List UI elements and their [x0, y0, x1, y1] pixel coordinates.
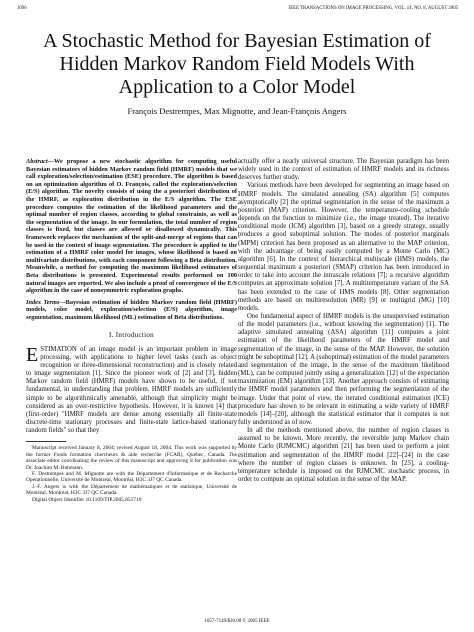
author-list: François Destrempes, Max Mignotte, and Jean-François Angers	[127, 106, 347, 116]
intro-body	[26, 343, 237, 436]
section-heading: I. Introduction	[109, 331, 154, 340]
right-column	[238, 158, 449, 484]
index-terms-lead: Index Terms	[26, 298, 60, 306]
abstract-lead: Abstract	[26, 158, 48, 165]
index-terms	[26, 299, 237, 322]
footnote: F. Destrempes and M. Mignotte are with the Département d'Informatique et de Recherche Opérationnelle, Université de Montréal, Montréal, H3C 3J7 QC Canada.	[26, 470, 237, 484]
footnote: Manuscript received January 8, 2004; revised August 18, 2004. This work was supported by the former Fonds formation chercheurs & aide recherche (FCAR), Quebec, Canada. The associate editor coordinating the review of this manuscript and approving it for publication was Dr. Joachim M. Buhmann.	[26, 445, 237, 471]
body-paragraph: In all the methods mentioned above, the number of region classes is assumed to be known. More recently, the reversible jump Markov chain Monte Carlo (RJMCMC) algorithm [21] has been used to perform a joint estimation and segmentation of the HMRF model [22]–[24] in the case where the number of region classes is unknown. In [25], a cooling-temperature schedule is imposed on the RJMCMC stochastic process, in order to compute an optimal solution in the sense of the MAP.	[238, 427, 449, 484]
drop-cap: E	[26, 343, 39, 366]
footnote-rule	[26, 441, 66, 442]
running-header-left: 1096	[17, 6, 27, 11]
footnote: J.-F. Angers is with the Département de mathématiques et de statistique, Université de Montréal, Montréal, H3C 3J7 QC Canada.	[26, 483, 237, 497]
left-column	[26, 158, 237, 503]
running-header-right: IEEE TRANSACTIONS ON IMAGE PROCESSING, VOL. 14, NO. 8, AUGUST 2005	[288, 6, 458, 11]
footnote: Digital Object Identifier 10.1109/TIP.2005.851710	[32, 496, 142, 503]
intro-paragraph-text: STIMATION of an image model is an important problem in image processing, with applications to higher level tasks (such as object recognition or three-dimensional reconstruction) and is closely related to image segmentation [1]. Since the pioneer work of [2] and [3], hidden Markov random field (HMRF) models have shown to be useful, if not fundamental, in understanding that problem. HMRF models are sufficiently simple to be algorithmically amenable, although that simplicity might be considered as an over-restrictive hypothesis. However, it is known [4] that (first-order) "HMRF models are dense among essentially all finite-state discrete-time stationary processes and finite-state lattice-based stationary random fields" so that they	[26, 345, 237, 435]
paper-title: A Stochastic Method for Bayesian Estimation of Hidden Markov Random Field Models With Application to a Color Model	[43, 30, 431, 98]
body-paragraph: Various methods have been developed for segmenting an image based on HMRF models. The simulated annealing (SA) algorithm [5] computes asymptotically [2] the optimal segmentation in the sense of the maximum a posteriori (MAP) criterion. However, the temperature-cooling schedule depends on the function to minimize (i.e., the image treated). The iterative conditional mode (ICM) algorithm [3], based on a greedy strategy, usually produces a good suboptimal solution. The modes of posterior marginals (MPM) criterion has been proposed as an alternative to the MAP criterion, with the advantage of being easily computed by a Monte Carlo (MC) algorithm [6]. In the context of hierarchical multiscale (HMS) models, the sequential maximum a posteriori (SMAP) criterion has been introduced in order to take into account the intrascale relations [7]; a recursive algorithm computes an approximate solution [7]. A multitemperature variant of the SA has been extended to the case of HMS models [8]. Other segmentation methods are based on multiresolution (MR) [9] or multigrid (MG) [10] models.	[238, 182, 449, 312]
copyright-footer: 1057-7149/$20.00 © 2005 IEEE	[204, 619, 270, 624]
abstract	[26, 158, 237, 295]
index-terms-text: —Bayesian estimation of hidden Markov random field (HMRF) models, color model, exploration/selection (E/S) algorithm, image segmentation, maximum likelihood (ML) estimation of Beta distributions.	[26, 298, 238, 321]
body-paragraph: One fundamental aspect of HMRF models is the unsupervised estimation of the model parameters (i.e., without knowing the segmentation) [1]. The adaptive simulated annealing (ASA) algorithm [11] computes a joint estimation of the likelihood parameters of the HMRF model and segmentation of the image, in the sense of the MAP. However, the solution might be suboptimal [12]. A (suboptimal) estimation of the model parameters and segmentation of the image, in the sense of the maximum likelihood (ML), can be computed jointly using a generalization [12] of the expectation maximization (EM) algorithm [13]. Another approach consists of estimating the HMRF model parameters and then performing the segmentation of the image. Under that point of view, the iterated conditional estimation (ICE) procedure has shown to be relevant in estimating a wide variety of HMRF models [14]–[20], although the statistical estimator that it computes is not fully understood as of now.	[238, 312, 449, 426]
body-paragraph: actually offer a nearly universal structure. The Bayesian paradigm has been widely used in the context of estimation of HMRF models and its richness deserves further study.	[238, 158, 449, 182]
intro-paragraph	[26, 343, 237, 436]
abstract-text: —We propose a new stochastic algorithm for computing useful Bayesian estimators of hidden Markov random field (HMRF) models that we call exploration/selection/estimation (ESE) procedure. The algorithm is based on an optimization algorithm of O. François, called the exploration/selection (E/S) algorithm. The novelty consists of using the a posteriori distribution of the HMRF, as exploration distribution in the E/S algorithm. The ESE procedure computes the estimation of the likelihood parameters and the optimal number of region classes, according to global constraints, as well as the segmentation of the image. In our formulation, the total number of region classes is fixed, but classes are allowed or disallowed dynamically. This framework replaces the mechanism of the split-and-merge of regions that can be used in the context of image segmentation. The procedure is applied to the estimation of a HMRF color model for images, whose likelihood is based on multivariate distributions, with each component following a Beta distribution. Meanwhile, a method for computing the maximum likelihood estimators of Beta distributions is presented. Experimental results performed on 100 natural images are reported. We also include a proof of convergence of the E/S algorithm in the case of nonsymmetric exploration graphs.	[26, 158, 237, 295]
footnotes	[26, 445, 237, 503]
